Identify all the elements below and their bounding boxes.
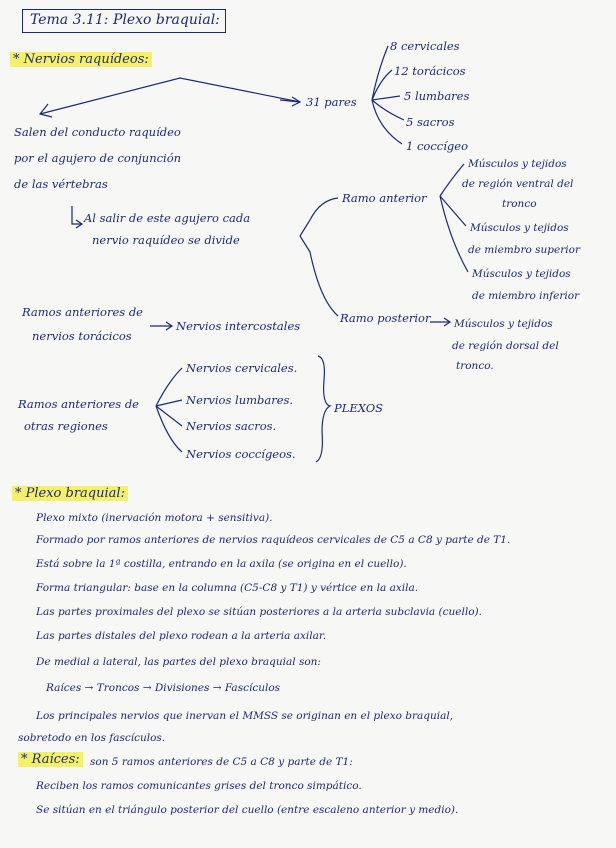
ramo-anterior-label: Ramo anterior <box>342 191 427 205</box>
principales-line: Los principales nervios que inervan el MMSS se originan en el plexo braquial, <box>36 710 454 722</box>
section-heading-raices: * Raíces: <box>18 752 83 767</box>
posterior-target: de región dorsal del <box>452 340 559 352</box>
plexo-line: De medial a lateral, las partes del plexo braquial son: <box>36 656 321 668</box>
principales-line: sobretodo en los fascículos. <box>18 732 166 744</box>
plexo-line: Las partes proximales del plexo se sitúan posteriores a la arteria subclavia (cuello). <box>36 606 482 618</box>
intro-line: de las vértebras <box>14 177 108 191</box>
note-line: nervio raquídeo se divide <box>92 233 240 247</box>
section-heading-nervios: * Nervios raquídeos: <box>10 52 152 67</box>
plexo-line: Plexo mixto (inervación motora + sensitiva). <box>36 512 273 524</box>
arrow-otras-item <box>156 406 182 452</box>
plexo-line: Formado por ramos anteriores de nervios raquídeos cervicales de C5 a C8 y parte de T1. <box>36 534 511 546</box>
pares-item: 5 lumbares <box>404 89 470 103</box>
anterior-target: Músculos y tejidos <box>468 158 567 170</box>
arrow-anterior-target <box>440 196 468 272</box>
otras-line: Ramos anteriores de <box>18 397 139 411</box>
pares-label: 31 pares <box>306 95 357 109</box>
arrow-pares-item <box>372 46 388 100</box>
otras-item: Nervios cervicales. <box>186 361 298 375</box>
page-title: Tema 3.11: Plexo braquial: <box>30 12 220 28</box>
plexos-bracket <box>316 356 330 462</box>
arrow-pares-item <box>372 100 404 120</box>
arrow-ramo-anterior <box>300 198 338 236</box>
posterior-target: Músculos y tejidos <box>454 318 553 330</box>
plexos-label: PLEXOS <box>334 401 384 415</box>
intro-line: Salen del conducto raquídeo <box>14 125 181 139</box>
intercostales-label: Nervios intercostales <box>176 319 301 333</box>
otras-item: Nervios lumbares. <box>186 393 294 407</box>
anterior-target: de miembro inferior <box>472 290 580 302</box>
pares-item: 1 coccígeo <box>406 139 468 153</box>
section-heading-plexo: * Plexo braquial: <box>12 486 128 501</box>
plexo-line: Forma triangular: base en la columna (C5-C8 y T1) y vértice en la axila. <box>36 582 419 594</box>
ramo-posterior-label: Ramo posterior <box>340 311 431 325</box>
arrow-pares-item <box>372 100 402 144</box>
otras-item: Nervios coccígeos. <box>186 447 296 461</box>
anterior-target: Músculos y tejidos <box>472 268 571 280</box>
note-line: Al salir de este agujero cada <box>84 211 251 225</box>
raices-line: Se sitúan en el triángulo posterior del cuello (entre escaleno anterior y medio). <box>36 804 459 816</box>
partes-line: Raíces → Troncos → Divisiones → Fascículos <box>46 682 281 694</box>
raices-line: Reciben los ramos comunicantes grises del tronco simpático. <box>36 780 362 792</box>
arrow-ramo-posterior <box>300 236 338 316</box>
intro-line: por el agujero de conjunción <box>14 151 182 165</box>
anterior-target: Músculos y tejidos <box>470 222 569 234</box>
arrowhead <box>40 104 52 117</box>
pares-item: 12 torácicos <box>394 64 466 78</box>
toracicos-line: Ramos anteriores de <box>22 305 143 319</box>
pares-item: 5 sacros <box>406 115 455 129</box>
otras-item: Nervios sacros. <box>186 419 277 433</box>
posterior-target: tronco. <box>456 360 494 372</box>
arrow-to-intro <box>40 78 300 114</box>
anterior-target: de región ventral del <box>462 178 574 190</box>
otras-line: otras regiones <box>24 419 108 433</box>
toracicos-line: nervios torácicos <box>32 329 132 343</box>
plexo-line: Está sobre la 1ª costilla, entrando en la axila (se origina en el cuello). <box>36 558 407 570</box>
anterior-target: tronco <box>502 198 537 210</box>
anterior-target: de miembro superior <box>468 244 580 256</box>
raices-first: son 5 ramos anteriores de C5 a C8 y parte de T1: <box>90 756 353 768</box>
arrow-otras-item <box>156 400 182 406</box>
plexo-line: Las partes distales del plexo rodean a la arteria axilar. <box>36 630 327 642</box>
arrow-pares-item <box>372 96 400 100</box>
pares-item: 8 cervicales <box>390 39 460 53</box>
arrow-anterior-target <box>440 164 464 196</box>
